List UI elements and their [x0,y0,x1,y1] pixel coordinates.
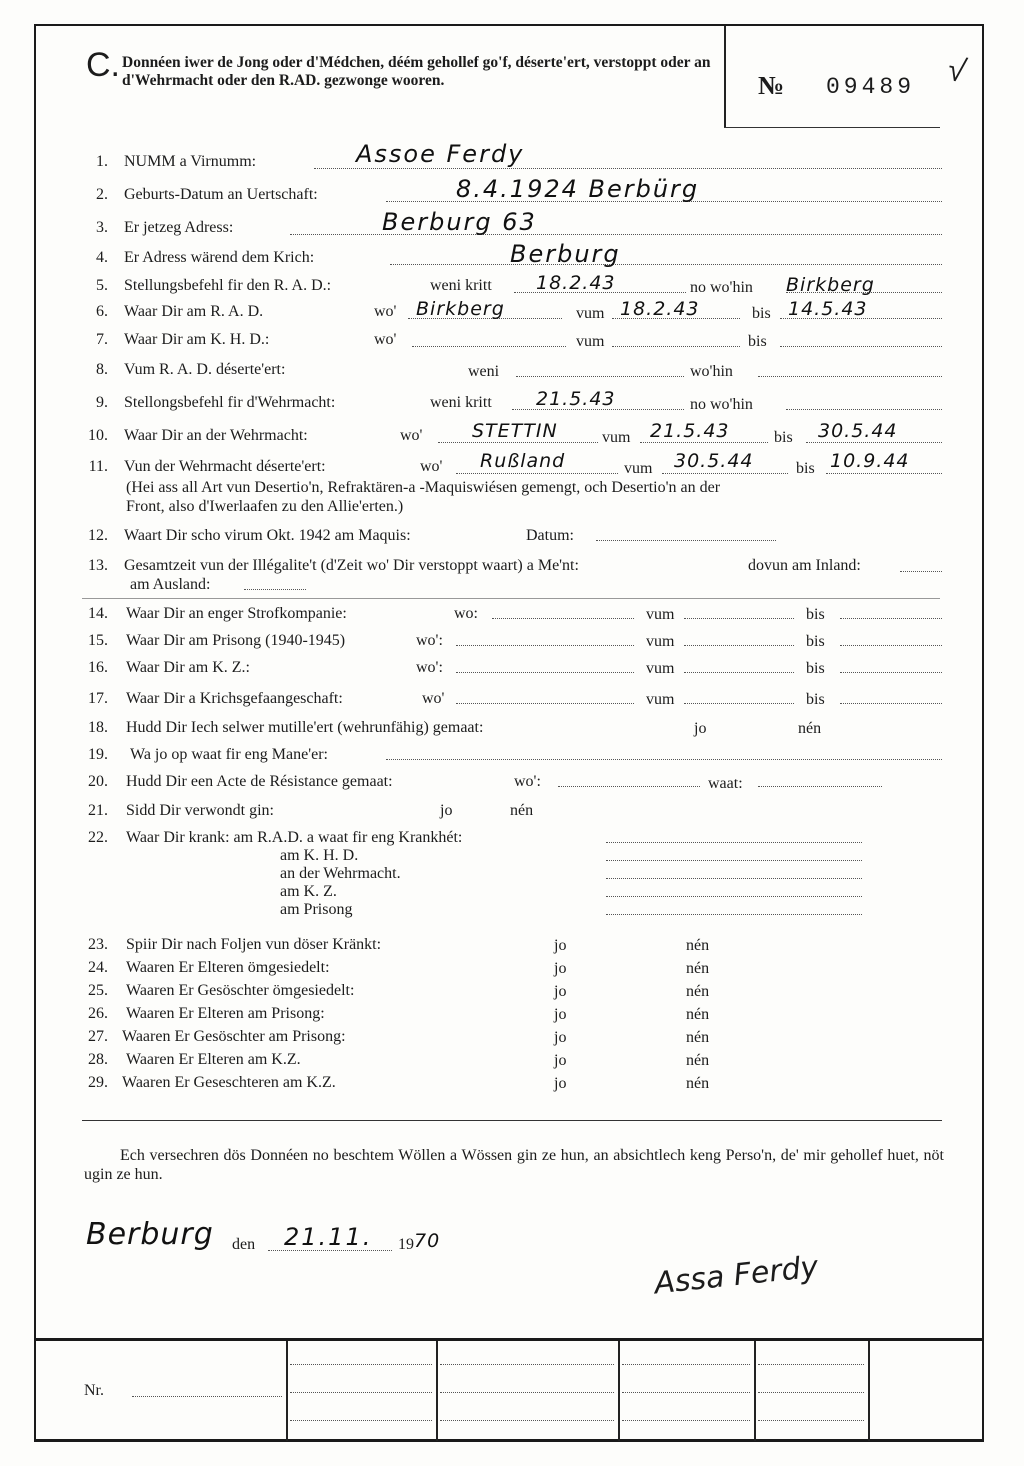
item-number: 23. [88,936,108,953]
item-number: 18. [88,719,108,736]
item-number: 5. [96,277,108,294]
from-label: vum [646,606,675,623]
no-option[interactable]: nén [510,802,534,819]
answer-line[interactable] [758,786,882,787]
to-label: bis [796,460,815,477]
item-label: Waaren Er Gesöschter ömgesiedelt: [126,982,355,999]
answer-line[interactable] [840,645,942,646]
answer-line[interactable] [900,571,942,572]
when-label: weni kritt [430,277,492,294]
yes-option[interactable]: jo [554,960,567,977]
wo-label: wo': [416,632,443,649]
item-label: Stellungsbefehl fir den R. A. D.: [124,277,332,294]
form-title: Donnéen iwer de Jong oder d'Médchen, déém gehollef go'f, déserte'ert, verstoppt oder an d'Wehrmacht oder den R.AD. gezwonge wooren. [122,54,711,89]
item-number: 1. [96,153,108,170]
declaration-text: Ech versechren dös Donnéen no beschtem Wöllen a Wössen gin ze hun, an absichtlech keng Perso'n, de' mir gehollef huet, nöt ugin ze hun. [84,1147,944,1183]
yes-option[interactable]: jo [554,1029,567,1046]
item-label: Waar Dir an der Wehrmacht: [124,427,308,444]
answer-line[interactable] [244,589,306,590]
handwritten-date: 10.9.44 [830,450,910,472]
item-number: 17. [88,690,108,707]
answer-line[interactable] [758,376,942,377]
wo-label: wo': [416,659,443,676]
what-label: waat: [708,775,743,792]
no-option[interactable]: nén [686,983,710,1000]
item-label: Sidd Dir verwondt gin: [126,802,274,819]
handwritten-place: Birkberg [786,274,875,296]
item-label: Waaren Er Elteren am K.Z. [126,1051,301,1068]
item-number: 9. [96,394,108,411]
handwritten-place: Berburg [86,1217,214,1252]
footer-rule [36,1338,982,1341]
item-label: Waar Dir am Prisong (1940-1945) [126,632,346,649]
handwritten-year: 70 [414,1230,441,1252]
item-label: Waaren Er Elteren ömgesiedelt: [126,959,330,976]
answer-line[interactable] [440,1364,614,1365]
handwritten-birth: 8.4.1924 Berbürg [456,175,700,203]
where-label: no wo'hin [690,396,753,413]
no-option[interactable]: nén [686,937,710,954]
answer-line[interactable] [612,346,740,347]
item-number: 15. [88,632,108,649]
answer-line[interactable] [684,703,794,704]
form-number: 09489 [826,74,916,100]
handwritten-date: 30.5.44 [674,450,754,472]
item-note: (Hei ass all Art vun Desertio'n, Refraktären-a -Maquiswiésen gemengt, och Desertio'n an der [126,479,721,496]
from-label: vum [576,305,605,322]
sub-label: an der Wehrmacht. [280,865,401,882]
answer-line[interactable] [386,759,942,760]
item-label: Waar Dir am K. H. D.: [124,331,270,348]
handwritten-date: 21.11. [284,1223,373,1251]
answer-line[interactable] [758,1364,864,1365]
answer-line[interactable] [412,346,566,347]
answer-line[interactable] [492,618,634,619]
to-label: bis [806,691,825,708]
item-number: 3. [96,219,108,236]
item-number: 8. [96,361,108,378]
footer-divider [436,1341,438,1441]
answer-line[interactable] [440,1392,614,1393]
yes-option[interactable]: jo [440,802,453,819]
handwritten-address: Berburg 63 [382,208,537,236]
item-label: Er jetzeg Adress: [124,219,234,236]
wo-label: wo' [374,303,397,320]
to-label: bis [774,429,793,446]
to-label: bis [806,606,825,623]
item-label: Hudd Dir Iech selwer mutille'ert (wehrunfähig) gemaat: [126,719,484,736]
item-label: Geburts-Datum an Uertschaft: [124,186,318,203]
handwritten-date: 18.2.43 [536,272,616,294]
yes-option[interactable]: jo [554,1052,567,1069]
answer-line[interactable] [758,1420,864,1421]
number-sign: № [758,71,786,100]
item-number: 20. [88,773,108,790]
no-option[interactable]: nén [686,1006,710,1023]
footer-divider [754,1341,756,1441]
footer-divider [868,1341,870,1441]
from-label: vum [646,660,675,677]
from-label: vum [576,333,605,350]
item-label: Stellongsbefehl fir d'Wehrmacht: [124,394,336,411]
answer-line[interactable] [290,1392,432,1393]
item-label: Hudd Dir een Acte de Résistance gemaat: [126,773,393,790]
no-option[interactable]: nén [686,1075,710,1092]
no-option[interactable]: nén [798,720,822,737]
answer-line[interactable] [314,168,942,169]
item-number: 19. [88,746,108,763]
nr-label: Nr. [84,1382,104,1399]
item-label: Er Adress wärend dem Krich: [124,249,315,266]
answer-line[interactable] [390,264,942,265]
answer-line[interactable] [840,618,942,619]
no-option[interactable]: nén [686,1029,710,1046]
sub-label: am K. H. D. [280,847,359,864]
answer-line[interactable] [606,878,862,879]
answer-line[interactable] [622,1392,750,1393]
handwritten-place: Birkberg [416,298,505,320]
answer-line[interactable] [840,672,942,673]
item-label: Waaren Er Elteren am Prisong: [126,1005,325,1022]
registration-form [34,24,984,1442]
handwritten-place: STETTIN [472,420,558,442]
item-number: 2. [96,186,108,203]
item-label: Waart Dir scho virum Okt. 1942 am Maquis: [124,527,411,544]
sub-label: am Prisong [280,901,353,918]
item-number: 25. [88,982,108,999]
where-label: wo'hin [690,363,733,380]
yes-option[interactable]: jo [694,720,707,737]
handwritten-war-address: Berburg [510,240,621,268]
answer-line[interactable] [558,786,700,787]
wo-label: wo' [420,458,443,475]
item-number: 16. [88,659,108,676]
item-label: Spiir Dir nach Foljen vun döser Kränkt: [126,936,382,953]
when-label: weni kritt [430,394,492,411]
item-label: NUMM a Virnumm: [124,153,257,170]
signature: Assa Ferdy [652,1249,820,1302]
wo-label: wo' [422,690,445,707]
item-number: 12. [88,527,108,544]
date-label: Datum: [526,527,574,544]
yes-option[interactable]: jo [554,1006,567,1023]
yes-option[interactable]: jo [554,1075,567,1092]
yes-option[interactable]: jo [554,983,567,1000]
wo-label: wo: [454,605,478,622]
answer-line[interactable] [606,896,862,897]
section-divider [82,1120,942,1121]
den-label: den [232,1236,256,1253]
answer-line[interactable] [456,672,634,673]
answer-line[interactable] [622,1364,750,1365]
item-label: Waaren Er Gesöschter am Prisong: [122,1028,346,1045]
answer-line[interactable] [440,1420,614,1421]
footer-divider [618,1341,620,1441]
section-divider [82,598,940,599]
year-prefix: 19 [398,1236,414,1253]
wo-label: wo' [400,427,423,444]
item-number: 14. [88,605,108,622]
answer-line[interactable] [606,914,862,915]
item-number: 28. [88,1051,108,1068]
to-label: bis [806,633,825,650]
item-number: 26. [88,1005,108,1022]
to-label: bis [752,305,771,322]
item-number: 29. [88,1074,108,1091]
form-section-letter: C. [86,46,120,84]
item-number: 6. [96,303,108,320]
answer-line[interactable] [606,860,862,861]
answer-line[interactable] [456,645,634,646]
item-label: Waaren Er Geseschteren am K.Z. [122,1074,336,1091]
answer-line[interactable] [780,346,942,347]
handwritten-name: Assoe Ferdy [356,140,525,168]
item-label: Vun der Wehrmacht déserte'ert: [124,458,326,475]
where-label: no wo'hin [690,279,753,296]
wo-label: wo' [374,331,397,348]
answer-line[interactable] [786,409,942,410]
answer-line[interactable] [456,703,634,704]
footer-divider [286,1341,288,1441]
handwritten-date: 21.5.43 [650,420,730,442]
to-label: bis [806,660,825,677]
item-note: Front, also d'Iwerlaafen zu den Allie'erten.) [126,498,404,515]
header-divider [724,26,726,127]
no-option[interactable]: nén [686,960,710,977]
answer-line[interactable] [290,1420,432,1421]
item-label: Waar Dir am K. Z.: [126,659,250,676]
handwritten-date: 21.5.43 [536,388,616,410]
answer-line[interactable] [622,1420,750,1421]
nr-field[interactable] [132,1396,282,1397]
handwritten-date: 30.5.44 [818,420,898,442]
item-number: 21. [88,802,108,819]
item-number: 10. [88,427,108,444]
item-label: Wa jo op waat fir eng Mane'er: [130,746,328,763]
item-label: Waar Dir an enger Strofkompanie: [126,605,347,622]
wo-label: wo': [514,773,541,790]
handwritten-date: 18.2.43 [620,298,700,320]
answer-line[interactable] [290,1364,432,1365]
when-label: weni [468,363,500,380]
item-number: 7. [96,331,108,348]
answer-line[interactable] [758,1392,864,1393]
handwritten-place: Rußland [480,450,566,472]
inland-label: dovun am Inland: [748,557,861,574]
from-label: vum [646,633,675,650]
answer-line[interactable] [840,703,942,704]
to-label: bis [748,333,767,350]
answer-line[interactable] [684,672,794,673]
checkmark-icon: √ [944,50,970,90]
sub-label: am K. Z. [280,883,337,900]
header-rule [724,127,940,128]
item-number: 22. [88,829,108,846]
item-number: 4. [96,249,108,266]
item-label: Vum R. A. D. déserte'ert: [124,361,286,378]
item-number: 24. [88,959,108,976]
from-label: vum [624,460,653,477]
item-label: Gesamtzeit vun der Illégalite't (d'Zeit wo' Dir verstoppt waart) a Me'nt: [124,557,579,574]
answer-line[interactable] [684,645,794,646]
answer-line[interactable] [684,618,794,619]
item-label: Waar Dir krank: am R.A.D. a waat fir eng Krankhét: [126,829,463,846]
item-label: Waar Dir am R. A. D. [124,303,264,320]
item-number: 13. [88,557,108,574]
abroad-label: am Ausland: [130,576,211,593]
yes-option[interactable]: jo [554,937,567,954]
from-label: vum [646,691,675,708]
item-number: 27. [88,1028,108,1045]
answer-line[interactable] [596,540,776,541]
answer-line[interactable] [606,842,862,843]
item-number: 11. [88,458,108,475]
from-label: vum [602,429,631,446]
item-label: Waar Dir a Krichsgefaangeschaft: [126,690,343,707]
handwritten-date: 14.5.43 [788,298,868,320]
no-option[interactable]: nén [686,1052,710,1069]
answer-line[interactable] [516,376,684,377]
